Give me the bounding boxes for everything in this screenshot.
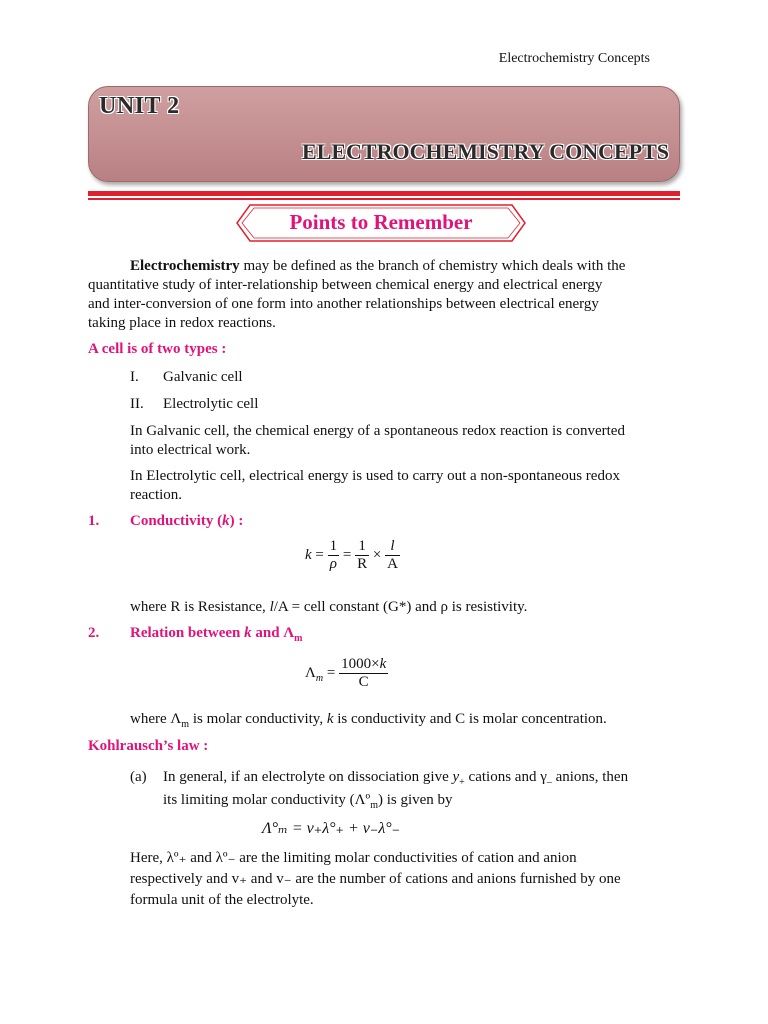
conductivity-heading [130, 513, 243, 530]
conductivity-note-b: /A = cell constant (G*) and ρ is resistivity. [273, 599, 528, 615]
kohlrausch-a-label: (a) [130, 769, 147, 785]
section-1-number: 1. [88, 513, 100, 529]
galvanic-line-1: In Galvanic cell, the chemical energy of a spontaneous redox reaction is converted [130, 423, 625, 439]
eq-frac-rho [328, 538, 340, 573]
ka-1c: anions, then [551, 769, 629, 785]
eq2-num-k: k [379, 656, 387, 672]
relation-heading [130, 625, 302, 644]
eq-a: A [387, 556, 398, 572]
eq-equals-2: = [342, 546, 352, 563]
intro-line-4: taking place in redox reactions. [88, 315, 276, 331]
kohlrausch-here-line-2: respectively and v₊ and v₋ are the number of cations and anions furnished by one [130, 871, 621, 887]
eq2-num [339, 656, 388, 673]
unit-label: UNIT 2 [99, 93, 180, 119]
relation-note-c: is conductivity and C is molar concentration. [333, 711, 607, 727]
eq-one-b: 1 [358, 538, 366, 554]
eq-times: × [372, 546, 382, 563]
points-banner [236, 204, 526, 242]
intro-line-2: quantitative study of inter-relationship between chemical energy and electrical energy [88, 277, 603, 293]
ka-1b: cations and γ [464, 769, 547, 785]
conductivity-note [130, 598, 527, 617]
kohlrausch-a-line-1 [163, 768, 680, 792]
relation-note-b: is molar conductivity, [189, 711, 327, 727]
cell-type-label-1: Galvanic cell [163, 369, 243, 385]
conductivity-heading-b: ) : [229, 513, 244, 529]
running-head: Electrochemistry Concepts [498, 51, 650, 66]
cell-type-label-2: Electrolytic cell [163, 396, 259, 412]
kohlrausch-here-line-1: Here, λº₊ and λº₋ are the limiting molar conductivities of cation and anion [130, 850, 577, 866]
conductivity-heading-k: k [222, 513, 230, 529]
banner-title: Points to Remember [289, 210, 473, 234]
galvanic-line-2: into electrical work. [130, 442, 251, 458]
ka-2sub: m [370, 800, 378, 811]
kohlrausch-equation: Λ°ₘ = ν₊λ°₊ + ν₋λ°₋ [262, 820, 401, 837]
electrolytic-line-1: In Electrolytic cell, electrical energy is used to carry out a non-spontaneous redox [130, 468, 620, 484]
eq2-equals: = [326, 664, 336, 681]
ka-1a: In general, if an electrolyte on dissociation give [163, 769, 453, 785]
relation-note [130, 710, 607, 734]
kohlrausch-here-line-3: formula unit of the electrolyte. [130, 892, 314, 908]
eq2-num-a: 1000× [341, 656, 380, 672]
divider-thick [88, 191, 680, 196]
eq2-sub: m [315, 672, 324, 684]
ka-1v: y [452, 769, 460, 785]
eq-equals-1: = [315, 546, 324, 563]
relation-equation [305, 656, 388, 691]
eq-l: l [390, 538, 395, 554]
eq2-frac [339, 656, 388, 691]
eq2-lambda: Λ [305, 664, 316, 681]
section-2-number: 2. [88, 625, 100, 641]
cell-type-num-2: II. [130, 396, 144, 412]
relation-heading-a: Relation between [130, 625, 245, 641]
intro-line-1-text: may be defined as the branch of chemistry which deals with the [239, 258, 626, 274]
electrolytic-line-2: reaction. [130, 487, 183, 503]
ka-2a: its limiting molar conductivity (Λº [163, 792, 371, 808]
conductivity-heading-a: Conductivity ( [130, 513, 223, 529]
intro-line-1 [130, 257, 680, 276]
ka-2b: ) is given by [377, 792, 453, 808]
unit-header-box [88, 86, 680, 182]
eq-frac-la [385, 538, 400, 573]
eq-rho: ρ [328, 555, 340, 573]
kohlrausch-a-line-2 [163, 791, 453, 815]
conductivity-note-a: where R is Resistance, [130, 599, 270, 615]
divider-thin [88, 198, 680, 200]
relation-heading-b: and Λ [251, 625, 295, 641]
conductivity-equation [305, 538, 400, 573]
eq-r: R [357, 556, 368, 572]
intro-term: Electrochemistry [130, 258, 240, 274]
intro-line-3: and inter-conversion of one form into another relationships between electrical energy [88, 296, 599, 312]
cell-types-heading: A cell is of two types : [88, 341, 227, 357]
relation-note-sub: m [181, 719, 190, 730]
relation-note-k: k [326, 711, 334, 727]
eq-frac-r [355, 538, 369, 573]
unit-title: ELECTROCHEMISTRY CONCEPTS [302, 139, 669, 164]
cell-type-num-1: I. [130, 369, 139, 385]
relation-heading-k: k [244, 625, 252, 641]
eq-one-a: 1 [329, 538, 338, 554]
relation-note-a: where Λ [130, 711, 182, 727]
ka-1sub: + [459, 777, 465, 788]
kohlrausch-heading: Kohlrausch’s law : [88, 738, 209, 754]
eq2-den: C [339, 673, 388, 691]
ka-1sub2: – [546, 777, 552, 788]
relation-heading-sub: m [294, 633, 303, 644]
conductivity-note-l: l [269, 599, 274, 615]
eq-k: k [305, 546, 312, 563]
